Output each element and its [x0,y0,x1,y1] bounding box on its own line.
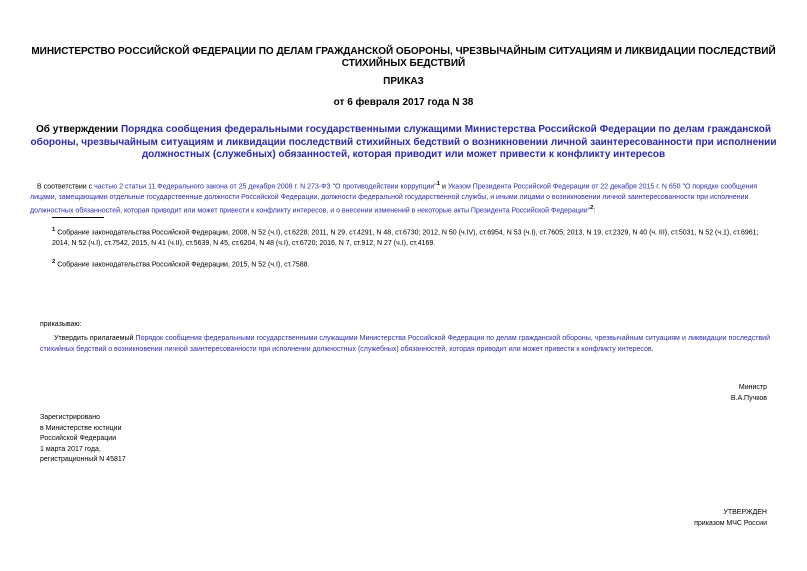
footnote-mark-2: 2 [52,259,56,265]
order-keyword: приказываю: [40,321,82,328]
order-subject [30,124,777,162]
registration-block [40,413,126,466]
subject-link[interactable]: Порядка сообщения федеральными государственными служащими Министерства Российской Федерации по делам гражданской обороны, чрезвычайным ситуациям и ликвидации последствий стихийных бедствий о возникновении личной заинтересованности при исполнении должностных (служебных) обязанностей, которая приводит или может привести к конфликту интересов [30,124,777,160]
signatory-title: Министр [738,384,767,391]
ministry-heading: МИНИСТЕРСТВО РОССИЙСКОЙ ФЕДЕРАЦИИ ПО ДЕЛАМ ГРАЖДАНСКОЙ ОБОРОНЫ, ЧРЕЗВЫЧАЙНЫМ СИТУАЦИЯМ И ЛИКВИДАЦИИ ПОСЛЕДСТВИЙ СТИХИЙНЫХ БЕДСТВИЙ [31,46,776,69]
registration-line: Зарегистрировано [40,414,100,421]
order-date: от 6 февраля 2017 года N 38 [333,97,474,108]
preamble-text-2: и [440,183,448,191]
footnote-separator [52,217,104,218]
footnote-ref-1[interactable]: 1 [436,181,441,187]
signature-block [731,383,767,404]
footnote-1 [52,225,777,249]
order-paragraph [40,334,770,355]
registration-line: 1 марта 2017 года, [40,445,101,453]
footnote-ref-2[interactable]: 2 [590,205,594,212]
document-type: ПРИКАЗ [383,76,424,87]
order-text-2: . [651,345,654,353]
footnote-text-2: Собрание законодательства Российской Федерации, 2015, N 52 (ч.I), ст.7588. [55,261,310,269]
order-text-1: Утвердить прилагаемый [54,335,136,342]
approved-by: приказом МЧС России [694,519,767,527]
registration-line: в Министерстве юстиции [40,424,122,432]
footnote-2 [52,257,777,271]
approved-label: УТВЕРЖДЕН [723,509,767,516]
approval-block [694,508,767,529]
footnote-mark-1: 1 [52,227,56,233]
footnote-text-1: Собрание законодательства Российской Федерации, 2008, N 52 (ч.I), ст.6228; 2011, N 29, ст.4291, N 48, ст.6730; 2012, N 50 (ч.IV), ст.6954, N 53 (ч.I), ст.7605; 2013, N 19, ст.2329, N 40 (ч. III), ст.5031, N 52 (ч.1), ст.6961; 2014, N 52 (ч.I), ст.7542, 2015, N 41 (ч.II), ст.5639, N 45, ст.6204, N 48 (ч.I), ст.6720; 2016, N 7, ст.912, N 27 (ч.I), ст.4169. [52,229,759,247]
registration-line: регистрационный N 45817 [40,456,126,463]
preamble-paragraph [30,179,777,217]
preamble-text-3: : [593,207,596,215]
registration-line: Российской Федерации [40,435,117,442]
preamble-text-1: В соответствии с [37,183,95,191]
signatory-name: В.А.Пучков [730,394,767,402]
procedure-link[interactable]: Порядок сообщения федеральными государственными служащими Министерства Российской Федерации по делам гражданской обороны, чрезвычайным ситуациям и ликвидации последствий стихийных бедствий о возникновении личной заинтересованности при исполнении должностных (служебных) обязанностей, которая приводит или может привести к конфликту интересов [40,335,770,353]
presidential-decree-link[interactable]: Указом Президента Российской Федерации от 22 декабря 2015 г. N 650 "О порядке сообщения лицами, замещающими отдельные государственные должности Российской Федерации, должности федеральной государственной службы, и иными лицами о возникновении личной заинтересованности при исполнении должностных обязанностей, которая приводит или может привести к конфликту интересов, и о внесении изменений в некоторые акты Президента Российской Федерации" [30,183,758,215]
subject-prefix: Об утверждении [35,124,119,135]
federal-law-link[interactable]: частью 2 статьи 11 Федерального закона от 25 декабря 2008 г. N 273-ФЗ "О противодействии коррупции" [94,183,437,191]
